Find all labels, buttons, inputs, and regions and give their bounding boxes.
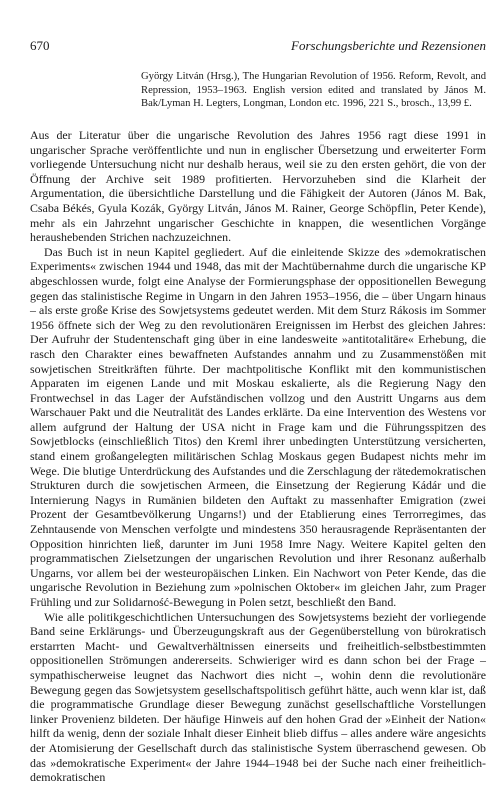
page-number: 670	[30, 38, 50, 53]
bibliographic-entry: György Litván (Hrsg.), The Hungarian Revolution of 1956. Reform, Revolt, and Repression, 1953–1963. English version edited and translated by János M. Bak/Lyman H. Legters, Longman, London etc. 1996, 221 S., brosch., 13,99 £.	[141, 71, 486, 110]
paragraph-3: Wie alle politikgeschichtlichen Untersuchungen des Sowjetsystems bezieht der vorliegende Band seine Erklärungs- und Überzeugungskraft aus der Gegenüberstellung von bürokratisch erstarrten Macht- und Gewaltverhältnissen einerseits und freiheitlich-selbstbestimmten oppositionellen Strömungen andererseits. Schwieriger wird es dann schon bei der Frage – sympathischerweise leugnet das Nachwort dies nicht –, wohin denn die revolutionäre Bewegung gegen das Sowjetsystem gesellschaftspolitisch geführt hätte, auch wenn klar ist, daß die programmatische Grundlage dieser Bewegung zunächst gesellschaftliche Vorstellungen linker Provenienz bildeten. Der häufige Hinweis auf den hohen Grad der »Einheit der Nation« hilft da wenig, denn der soziale Inhalt dieser Einheit blieb diffus – alles andere wäre angesichts der Atomisierung der Gesellschaft durch das stalinistische System überraschend gewesen. Ob das »demokratische Experiment« der Jahre 1944–1948 bei der Suche nach einer freiheitlich-demokratischen	[30, 609, 486, 785]
page-header	[30, 38, 486, 54]
review-body	[30, 128, 486, 785]
paragraph-2: Das Buch ist in neun Kapitel gegliedert. Auf die einleitende Skizze des »demokratischen Experiments« zwischen 1944 und 1948, das mit der Machtübernahme durch die ungarische KP abgeschlossen wurde, folgt eine Analyse der Formierungsphase der oppositionellen Bewegung gegen das stalinistische Regime in Ungarn in den Jahren 1953–1956, die – über Ungarn hinaus – als erste große Krise des Sowjetsystems gedeutet werden. Mit dem Sturz Rákosis im Sommer 1956 öffnete sich der Weg zu den revolutionären Ereignissen im Herbst des gleichen Jahres: Der Aufruhr der Studentenschaft ging über in eine landesweite »antitotalitäre« Erhebung, die rasch den Charakter eines bewaffneten Aufstandes annahm und zu Zusammenstößen mit sowjetischen Streitkräften führte. Der machtpolitische Konflikt mit den kommunistischen Apparaten im eigenen Lande und mit Moskau eskalierte, als die Regierung Nagy den Frontwechsel in das Lager der Aufständischen vollzog und den Austritt Ungarns aus dem Warschauer Pakt und die Neutralität des Landes erklärte. Da eine Intervention des Westens vor allem aufgrund der Haltung der USA nicht in Frage kam und die Führungsspitzen des Sowjetblocks (einschließlich Titos) den Kreml ihrer unbedingten Unterstützung versicherten, stand einem großangelegten militärischen Schlag Moskaus gegen Budapest nichts mehr im Wege. Die blutige Unterdrückung des Aufstandes und die Zerschlagung der rätedemokratischen Strukturen durch die sowjetischen Armeen, die Einsetzung der Regierung Kádár und die Internierung Nagys in Rumänien bildeten den Auftakt zu massenhafter Emigration (zwei Prozent der Gesamtbevölkerung Ungarns!) und der Etablierung eines Terrorregimes, das Zehntausende von Menschen verfolgte und mindestens 350 herausragende Repräsentanten der Opposition hinrichten ließ, darunter im Juni 1958 Imre Nagy. Weitere Kapitel gelten den programmatischen Zielsetzungen der ungarischen Revolution und ihrer Resonanz außerhalb Ungarns, vor allem bei der westeuropäischen Linken. Ein Nachwort von Peter Kende, das die ungarische Revolution in Beziehung zum »polnischen Oktober« im gleichen Jahr, zum Prager Frühling und zur Solidarność-Bewegung in Polen setzt, beschließt den Band.	[30, 244, 486, 609]
running-head: Forschungsberichte und Rezensionen	[291, 38, 486, 53]
paragraph-1: Aus der Literatur über die ungarische Revolution des Jahres 1956 ragt diese 1991 in ungarischer Sprache veröffentlichte und nun in englischer Übersetzung und erweiterter Form vorliegende Untersuchung nicht nur deshalb heraus, weil sie zu den ersten gehört, die von der Öffnung der Archive seit 1989 profitierten. Hervorzuheben sind die Klarheit der Argumentation, die übersichtliche Darstellung und die Fähigkeit der Autoren (János M. Bak, Csaba Békés, Gyula Kozák, György Litván, János M. Rainer, George Schöpflin, Peter Kende), mehr als ein Jahrzehnt ungarischer Geschichte in knappen, die wesentlichen Vorgänge heraushebenden Strichen nachzuzeichnen.	[30, 128, 486, 245]
